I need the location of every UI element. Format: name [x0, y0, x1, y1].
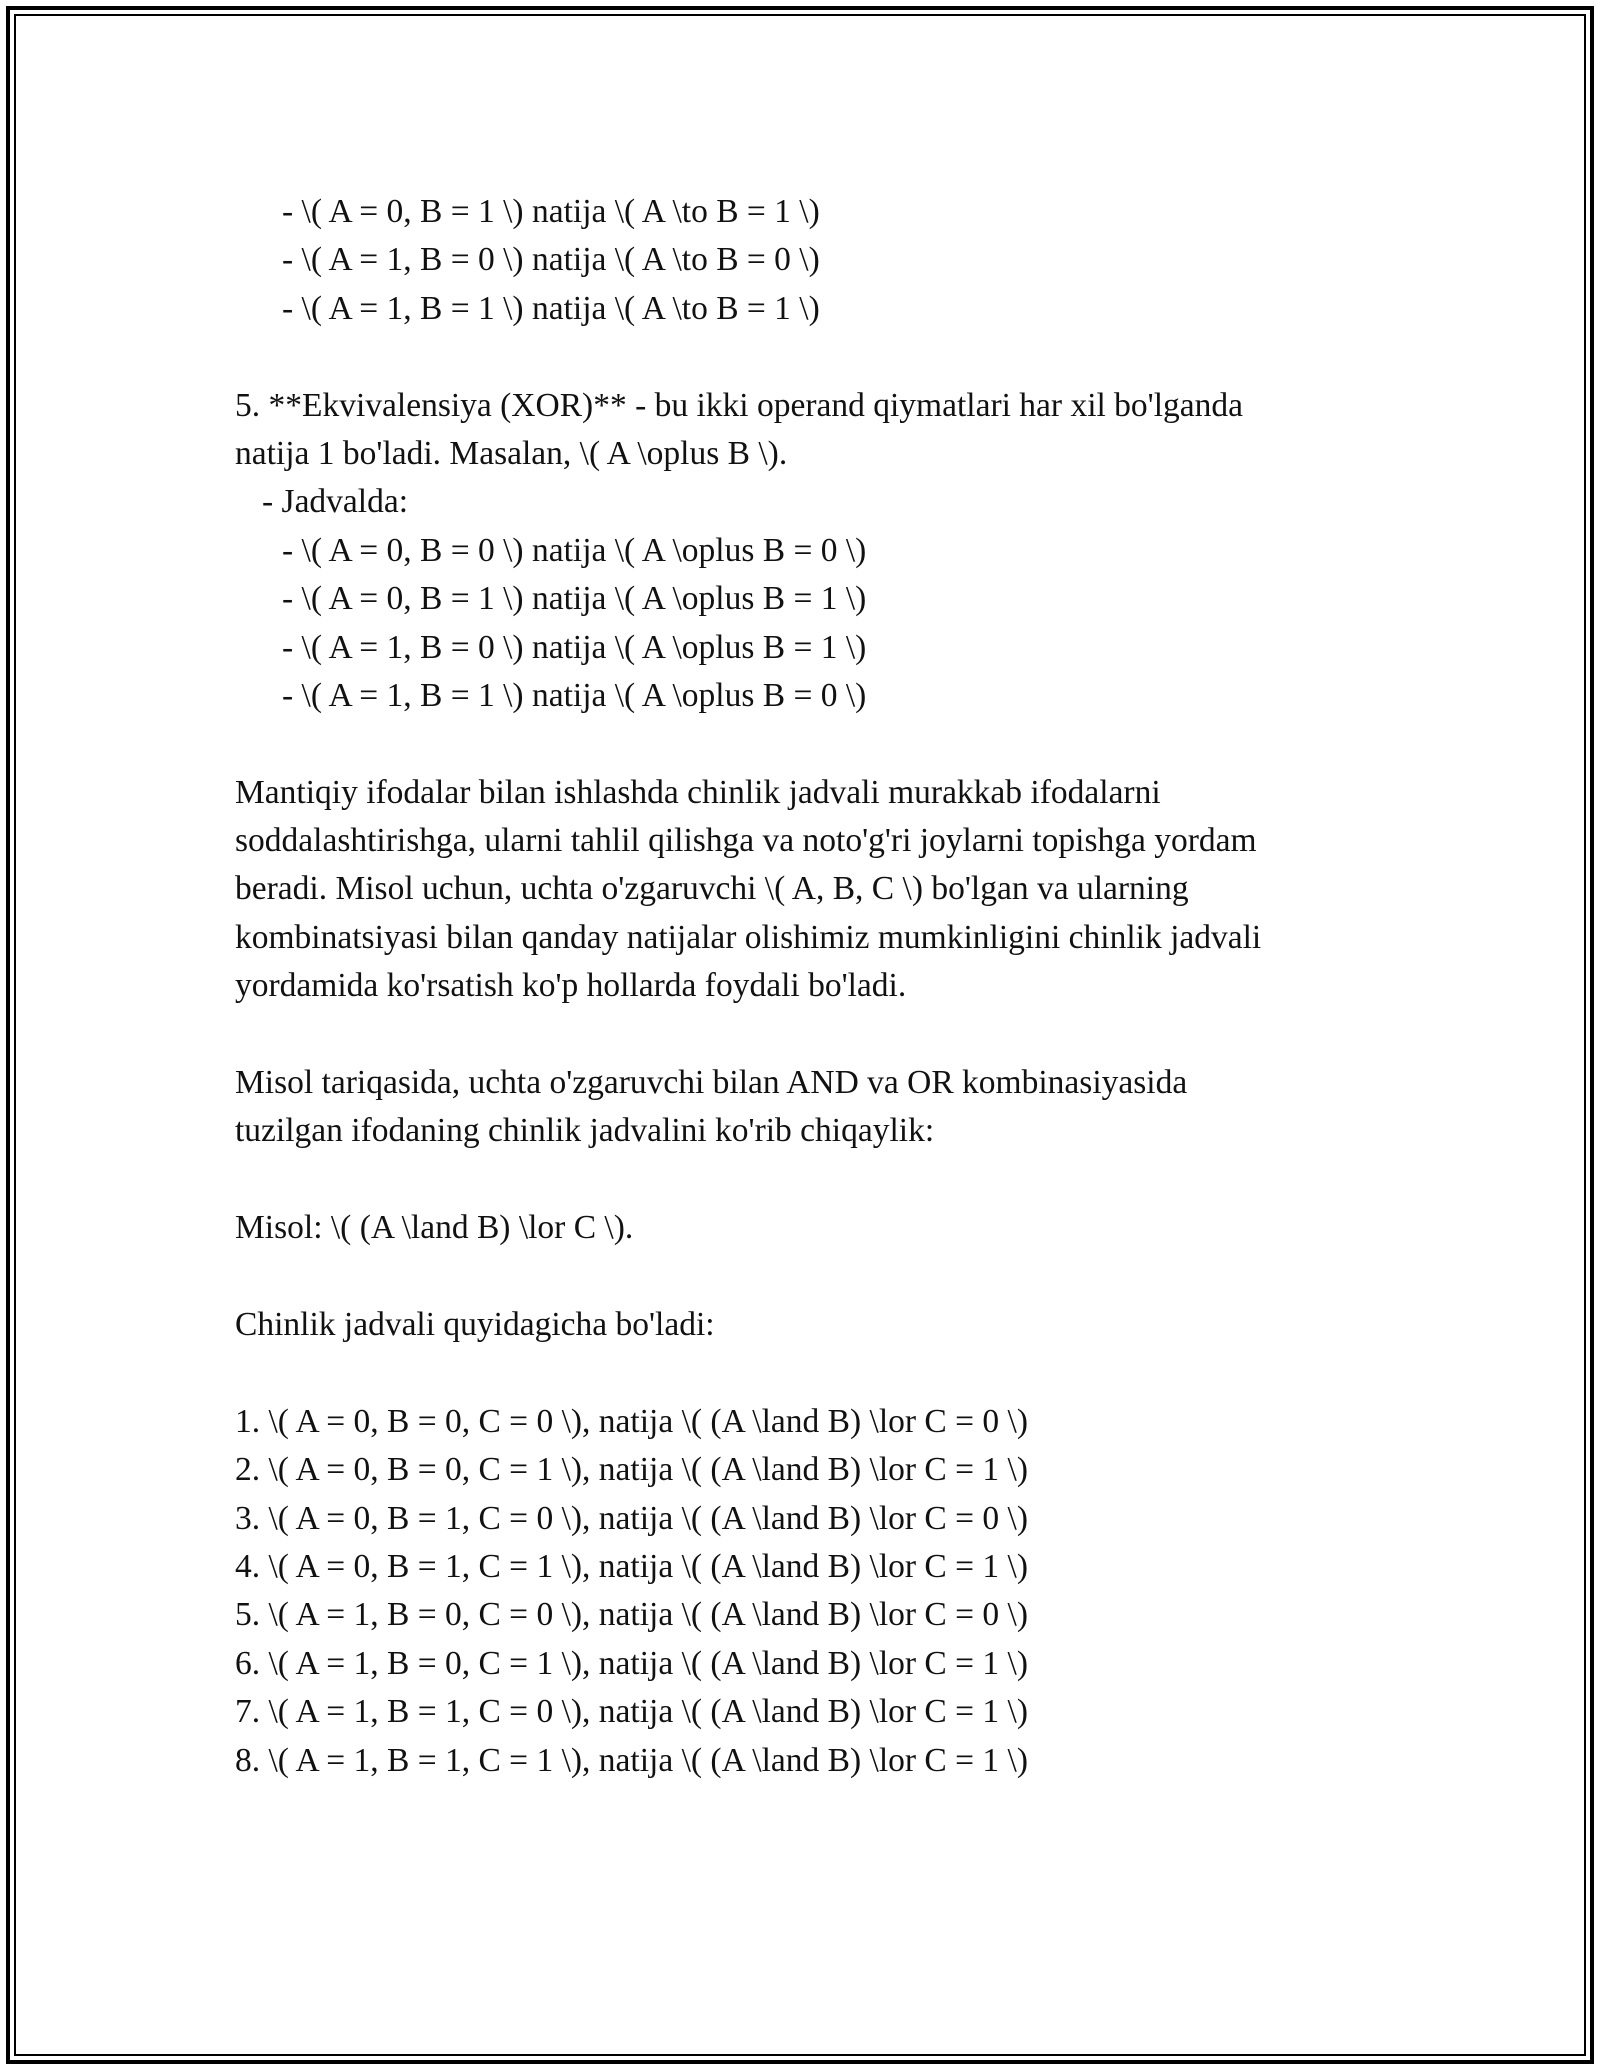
paragraph-line: tuzilgan ifodaning chinlik jadvalini ko'rib chiqaylik:: [235, 1112, 935, 1150]
truth-table-row: 4. \( A = 0, B = 1, C = 1 \), natija \( (A \land B) \lor C = 1 \): [235, 1547, 1028, 1585]
xor-row: - \( A = 0, B = 1 \) natija \( A \oplus B = 1 \): [282, 580, 867, 618]
implication-row: - \( A = 1, B = 0 \) natija \( A \to B = 0 \): [282, 241, 820, 279]
implication-table-rows: [235, 188, 1385, 333]
truth-table-row: 6. \( A = 1, B = 0, C = 1 \), natija \( (A \land B) \lor C = 1 \): [235, 1644, 1028, 1682]
truth-table-row: 3. \( A = 0, B = 1, C = 0 \), natija \( (A \land B) \lor C = 0 \): [235, 1499, 1028, 1537]
document-body: [235, 188, 1385, 1785]
spacer: [235, 333, 1385, 381]
xor-intro-line: natija 1 bo'ladi. Masalan, \( A \oplus B \).: [235, 434, 788, 472]
truth-table-row: 8. \( A = 1, B = 1, C = 1 \), natija \( (A \land B) \lor C = 1 \): [235, 1741, 1028, 1779]
truth-table-rows: [235, 1398, 1385, 1785]
spacer: [235, 720, 1385, 768]
spacer: [235, 1349, 1385, 1397]
paragraph-line: beradi. Misol uchun, uchta o'zgaruvchi \( A, B, C \) bo'lgan va ularning: [235, 870, 1189, 908]
spacer: [235, 1011, 1385, 1059]
paragraph-line: Mantiqiy ifodalar bilan ishlashda chinlik jadvali murakkab ifodalarni: [235, 773, 1161, 811]
example-expression: Misol: \( (A \land B) \lor C \).: [235, 1209, 634, 1247]
implication-row: - \( A = 0, B = 1 \) natija \( A \to B = 1 \): [282, 193, 820, 230]
xor-row: - \( A = 1, B = 0 \) natija \( A \oplus B = 1 \): [282, 628, 867, 666]
paragraph-line: Misol tariqasida, uchta o'zgaruvchi bilan AND va OR kombinasiyasida: [235, 1064, 1188, 1102]
truth-table-row: 7. \( A = 1, B = 1, C = 0 \), natija \( (A \land B) \lor C = 1 \): [235, 1693, 1028, 1731]
paragraph-example-intro: [235, 1059, 1385, 1156]
truth-table-row: 2. \( A = 0, B = 0, C = 1 \), natija \( (A \land B) \lor C = 1 \): [235, 1451, 1028, 1489]
implication-row: - \( A = 1, B = 1 \) natija \( A \to B = 1 \): [282, 289, 820, 327]
truth-table-row: 5. \( A = 1, B = 0, C = 0 \), natija \( (A \land B) \lor C = 0 \): [235, 1596, 1028, 1634]
xor-row: - \( A = 1, B = 1 \) natija \( A \oplus B = 0 \): [282, 676, 867, 714]
spacer: [235, 1253, 1385, 1301]
truth-table-intro: Chinlik jadvali quyidagicha bo'ladi:: [235, 1305, 715, 1343]
xor-intro-line: 5. **Ekvivalensiya (XOR)** - bu ikki operand qiymatlari har xil bo'lganda: [235, 386, 1244, 424]
paragraph-line: soddalashtirishga, ularni tahlil qilishga va noto'g'ri joylarni topishga yordam: [235, 822, 1257, 860]
spacer: [235, 1156, 1385, 1204]
truth-table-row: 1. \( A = 0, B = 0, C = 0 \), natija \( (A \land B) \lor C = 0 \): [235, 1402, 1028, 1440]
xor-section: [235, 382, 1385, 721]
paragraph-line: yordamida ko'rsatish ko'p hollarda foydali bo'ladi.: [235, 967, 907, 1005]
xor-row: - \( A = 0, B = 0 \) natija \( A \oplus B = 0 \): [282, 531, 867, 569]
paragraph-truth-table-usage: [235, 769, 1385, 1011]
paragraph-line: kombinatsiyasi bilan qanday natijalar olishimiz mumkinligini chinlik jadvali: [235, 918, 1262, 956]
xor-table-label: - Jadvalda:: [262, 483, 409, 521]
